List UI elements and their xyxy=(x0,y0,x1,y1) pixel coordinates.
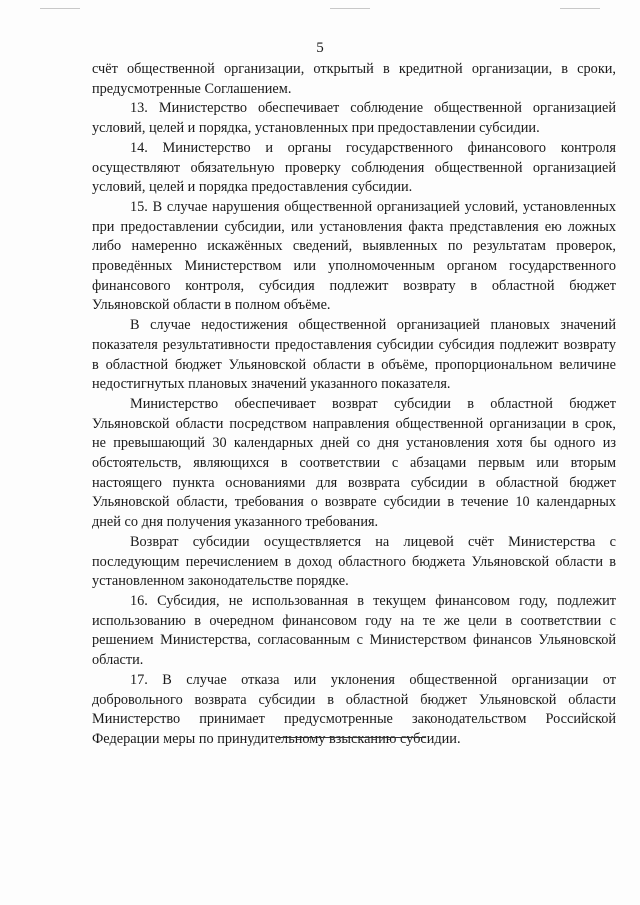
end-of-document-rule xyxy=(278,737,426,738)
paragraph-15-part-2: В случае недостижения общественной организацией плановых значений показателя результативности предоставления субсидии субсидия подлежит возврату в областной бюджет Ульяновской области в объёме, пропорциональном величине недостигнутых плановых значений указанного показателя. xyxy=(92,317,616,393)
scan-artifact-center xyxy=(330,8,370,9)
paragraph-17: 17. В случае отказа или уклонения общественной организации от добровольного возврата субсидии в областной бюджет Ульяновской области Министерство принимает предусмотренные законодательством Российской Федерации меры по принудительному взысканию субсидии. xyxy=(92,671,616,747)
document-body xyxy=(92,60,616,750)
page-number: 5 xyxy=(316,40,324,56)
paragraph-14: 14. Министерство и органы государственного финансового контроля осуществляют обязательную проверку соблюдения общественной организацией условий, целей и порядка предоставления субсидии. xyxy=(92,139,616,196)
scan-artifact-left xyxy=(40,8,80,9)
paragraph-16: 16. Субсидия, не использованная в текущем финансовом году, подлежит использованию в очередном финансовом году на те же цели в соответствии с решением Министерства, согласованным с Министерством финансов Ульяновской области. xyxy=(92,592,616,669)
scan-artifact-right xyxy=(560,8,600,9)
paragraph-15: 15. В случае нарушения общественной организацией условий, установленных при предоставлении субсидии, или установления факта представления ею ложных либо намеренно искажённых сведений, выявленных по результатам проверок, проведённых Министерством или уполномоченным органом государственного финансового контроля, субсидия подлежит возврату в областной бюджет Ульяновской области в полном объёме. xyxy=(92,198,616,314)
paragraph-15-part-3: Министерство обеспечивает возврат субсидии в областной бюджет Ульяновской области посредством направления общественной организации в срок, не превышающий 30 календарных дней со дня установления хотя бы одного из обстоятельств, являющихся в соответствии с абзацами первым или вторым настоящего пункта основаниями для возврата субсидии в областной бюджет Ульяновской области, требования о возврате субсидии в течение 10 календарных дней со дня получения указанного требования. xyxy=(92,395,616,531)
paragraph-15-part-4: Возврат субсидии осуществляется на лицевой счёт Министерства с последующим перечислением в доход областного бюджета Ульяновской области в установленном законодательстве порядке. xyxy=(92,533,616,590)
paragraph-continuation: счёт общественной организации, открытый в кредитной организации, в сроки, предусмотренные Соглашением. xyxy=(92,61,616,97)
paragraph-13: 13. Министерство обеспечивает соблюдение общественной организацией условий, целей и порядка, установленных при предоставлении субсидии. xyxy=(92,100,616,137)
